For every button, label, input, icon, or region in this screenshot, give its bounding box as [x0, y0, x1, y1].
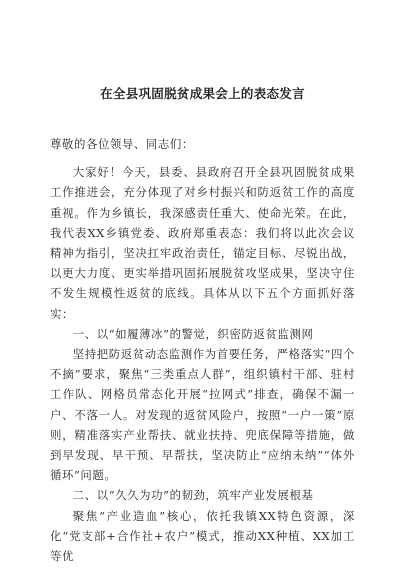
section-heading-1: 一、以“如履薄冰”的警觉，织密防返贫监测网 [72, 326, 314, 341]
paragraph-section-2: 聚焦“产业造血”核心，依托我镇XX特色资源，深化“党支部+合作社+农户”模式，推动XX种植、XX加工等优 [50, 508, 355, 564]
document-title: 在全县巩固脱贫成果会上的表态发言 [100, 86, 305, 101]
salutation: 尊敬的各位领导、同志们： [50, 137, 194, 151]
section-heading-2: 二、以“久久为功”的韧劲，筑牢产业发展根基 [72, 488, 314, 503]
paragraph-section-1: 坚持把防返贫动态监测作为首要任务，严格落实“四个不摘”要求，聚焦“三类重点人群”，组织镇村干部、驻村工作队、网格员常态化开展“拉网式”排查，确保不漏一户、不落一人。对发现的返贫风险户，按照“一户一策”原则，精准落实产业帮扶、就业扶持、兜底保障等措施，做到早发现、早干预、早帮扶，坚决防止“应纳未纳”“体外循环”问题。 [50, 347, 356, 483]
document-body [50, 134, 355, 566]
paragraph-intro: 大家好！今天，县委、县政府召开全县巩固脱贫成果工作推进会，充分体现了对乡村振兴和防返贫工作的高度重视。作为乡镇长，我深感责任重大、使命光荣。在此，我代表XX乡镇党委、政府郑重表态：我们将以此次会议精神为指引，坚决扛牢政治责任，锚定目标、尽锐出战，以更大力度、更实举措巩固拓展脱贫攻坚成果，坚决守住不发生规模性返贫的底线。具体从以下五个方面抓好落实： [50, 165, 355, 321]
